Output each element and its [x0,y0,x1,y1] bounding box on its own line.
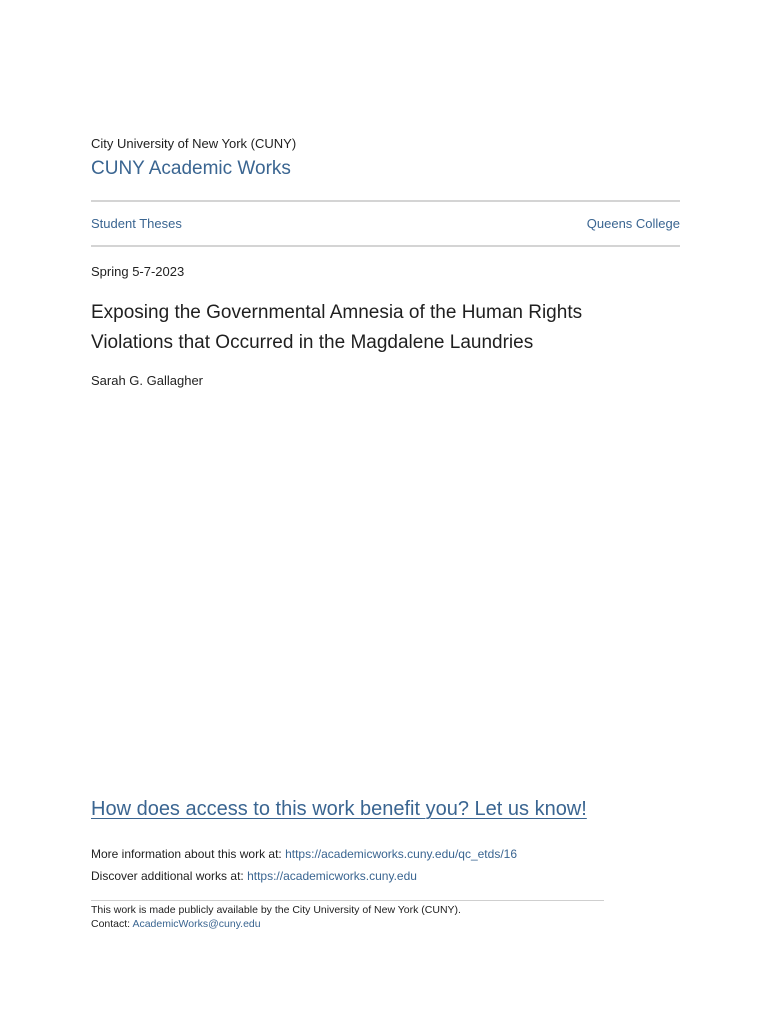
institution-name: City University of New York (CUNY) [91,136,297,151]
more-info-label: More information about this work at: [91,847,286,861]
contact-email-link[interactable]: AcademicWorks@cuny.edu [132,918,261,930]
contact-line [91,918,261,930]
discover-line [91,869,417,883]
collection-link[interactable]: Student Theses [91,216,182,231]
title-line-1: Exposing the Governmental Amnesia of the Human Rights [91,302,583,323]
discover-label: Discover additional works at: [91,869,248,883]
top-divider [91,200,680,202]
meta-divider [91,245,680,247]
footer-divider [91,900,604,901]
repository-url-link[interactable]: https://academicworks.cuny.edu [247,869,417,883]
more-info-line [91,847,517,861]
title-line-2: Violations that Occurred in the Magdalene Laundries [91,332,534,353]
repository-link[interactable]: CUNY Academic Works [91,158,291,179]
work-url-link[interactable]: https://academicworks.cuny.edu/qc_etds/16 [285,847,517,861]
publication-date: Spring 5-7-2023 [91,264,185,279]
contact-label: Contact: [91,918,133,930]
cover-page [91,0,680,1024]
availability-notice: This work is made publicly available by the City University of New York (CUNY). [91,904,461,916]
college-link[interactable]: Queens College [586,216,680,231]
document-title [91,298,680,358]
feedback-link[interactable]: How does access to this work benefit you? Let us know! [91,798,587,820]
author-name: Sarah G. Gallagher [91,373,204,388]
